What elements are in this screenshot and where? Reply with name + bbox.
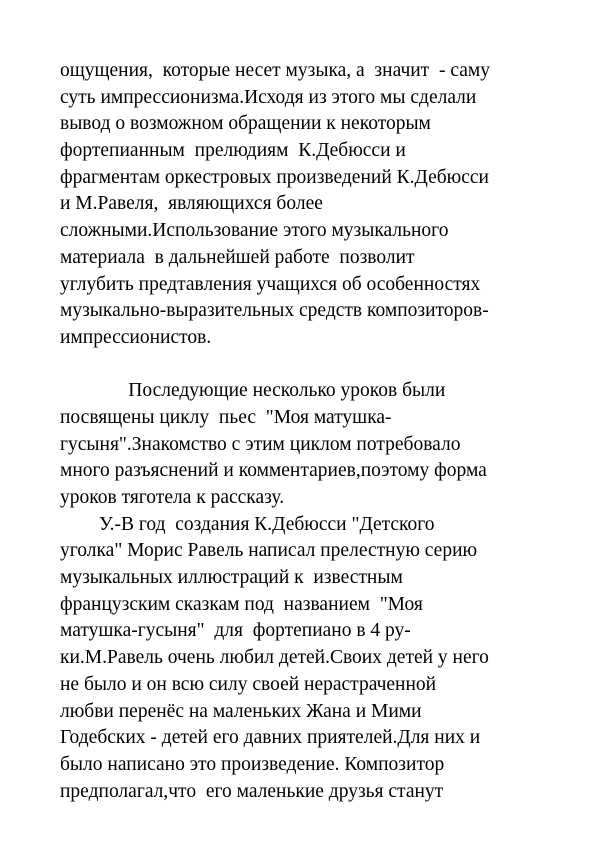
text-line: предполагал,что его маленькие друзья станут <box>60 780 444 802</box>
text-line: материала в дальнейшей работе позволит <box>60 246 415 268</box>
text-line: фортепианным прелюдиям К.Дебюсси и <box>60 140 406 162</box>
blank-line <box>60 352 540 379</box>
text-line: фрагментам оркестровых произведений К.Дебюсси <box>60 166 489 188</box>
text-line: вывод о возможном обращении к некоторым <box>60 113 431 135</box>
text-line: и М.Равеля, являющихся более <box>60 193 323 215</box>
body-text <box>60 58 540 805</box>
text-line: было написано это произведение. Композитор <box>60 753 445 775</box>
text-line: углубить предтавления учащихся об особенностях <box>60 273 481 295</box>
text-line: суть импрессионизма.Исходя из этого мы сделали <box>60 86 477 108</box>
text-line: Последующие несколько уроков были <box>60 380 446 402</box>
text-line: посвящены циклу пьес "Моя матушка- <box>60 406 392 428</box>
text-line: У.-В год создания К.Дебюсси "Детского <box>60 513 435 535</box>
text-line: музыкально-выразительных средств композиторов- <box>60 300 489 322</box>
text-line: не было и он всю силу своей нерастраченной <box>60 673 437 695</box>
text-line: ки.М.Равель очень любил детей.Своих детей у него <box>60 647 489 669</box>
text-line: сложными.Использование этого музыкального <box>60 220 449 242</box>
text-line: уроков тяготела к рассказу. <box>60 487 285 508</box>
text-line: гусыня".Знакомство с этим циклом потребовало <box>60 433 461 455</box>
text-line: музыкальных иллюстраций к известным <box>60 567 403 589</box>
text-line: матушка-гусыня" для фортепиано в 4 ру- <box>60 620 411 642</box>
text-line: ощущения, которые несет музыка, а значит - саму <box>60 60 490 81</box>
text-line: уголка" Морис Равель написал прелестную серию <box>60 540 478 562</box>
text-line: Годебских - детей его давних приятелей.Для них и <box>60 727 481 749</box>
text-line: много разъяснений и комментариев,поэтому форма <box>60 460 487 482</box>
text-line: любви перенёс на маленьких Жана и Мими <box>60 700 422 722</box>
text-line: французским сказкам под названием "Моя <box>60 593 423 615</box>
text-line: импрессионистов. <box>60 326 212 348</box>
